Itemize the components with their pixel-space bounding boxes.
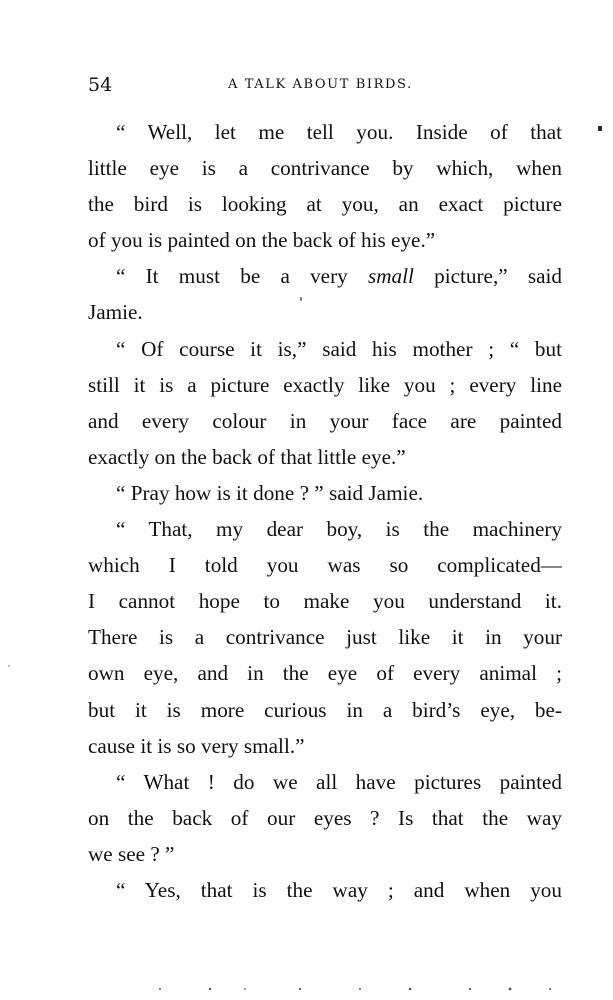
text-line: cause it is so very small.”: [88, 733, 305, 758]
body-text: [88, 114, 562, 908]
page-header: [88, 74, 562, 104]
text-line: and every colour in your face are painted: [88, 408, 562, 433]
text-line: Jamie.: [88, 300, 143, 325]
text-line: which I told you was so complicated—: [88, 553, 562, 578]
text-line: we see ? ”: [88, 841, 175, 866]
text-line: but it is more curious in a bird’s eye, be-: [88, 697, 562, 722]
text-line: the bird is looking at you, an exact picture: [88, 192, 562, 217]
text-line: of you is painted on the back of his eye.”: [88, 228, 436, 253]
text-line: still it is a picture exactly like you ; every line: [88, 372, 562, 397]
text-line: exactly on the back of that little eye.”: [88, 444, 406, 469]
print-speck: [8, 665, 10, 667]
text-line: “ Pray how is it done ? ” said Jamie.: [116, 480, 424, 505]
text-line: “ That, my dear boy, is the machinery: [116, 517, 562, 542]
page-number: 54: [88, 74, 113, 96]
text-line: I cannot hope to make you understand it.: [88, 589, 562, 614]
running-title: A TALK ABOUT BIRDS.: [228, 77, 413, 92]
text-line: little eye is a contrivance by which, when: [88, 156, 562, 181]
print-speck: [300, 297, 302, 301]
text-line: “ Yes, that is the way ; and when you: [116, 877, 562, 902]
text-line: There is a contrivance just like it in your: [88, 625, 562, 650]
text-line: “ Well, let me tell you. Inside of that: [116, 120, 562, 144]
text-line: own eye, and in the eye of every animal ;: [88, 661, 562, 686]
text-line: on the back of our eyes ? Is that the way: [88, 805, 562, 830]
emphasized-word: small: [367, 264, 414, 289]
print-speck: [598, 126, 602, 131]
text-line: “ Of course it is,” said his mother ; “ but: [116, 336, 562, 361]
bottom-edge-marks: [150, 986, 570, 992]
text-line: “ It must be a very small picture,” said: [116, 264, 562, 289]
text-line: “ What ! do we all have pictures painted: [116, 769, 562, 794]
